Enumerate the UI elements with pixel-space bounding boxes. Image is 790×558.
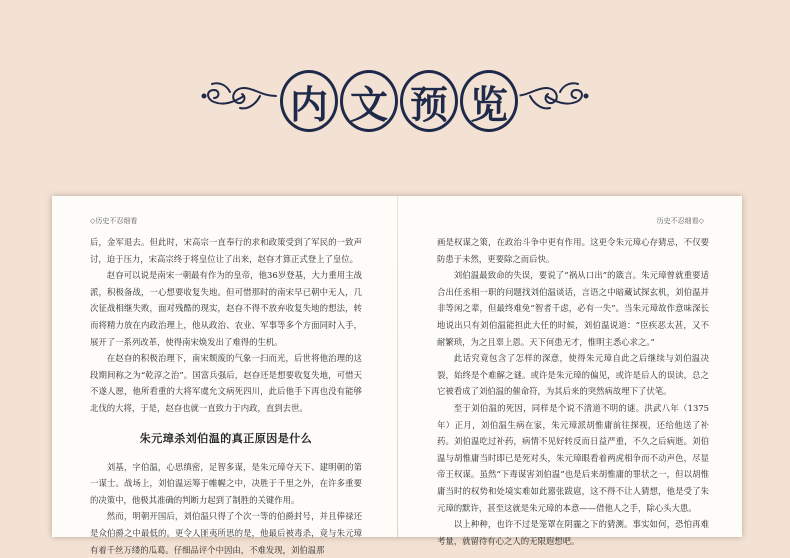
title-char: 文 (340, 70, 398, 132)
right-page-text (437, 234, 709, 549)
title-char: 览 (460, 70, 518, 132)
right-scroll-ornament (512, 78, 590, 114)
paragraph: 刘基，字伯温，心思缜密，足智多谋，是朱元璋夺天下、建明朝的第一谋士。战场上，刘伯温运筹于帷幄之中，决胜于千里之外，在许多重要的决策中，他极其准确的判断力起到了制胜的关键作用。 (90, 461, 362, 505)
title-char: 预 (400, 70, 458, 132)
paragraph: 以上种种，也许不过是笼罩在阴霾之下的猜测。事实如何，恐怕再难考量，就留待有心之人的无限遐想吧。 (437, 519, 709, 546)
left-scroll-ornament (200, 78, 278, 114)
section-heading: 朱元璋杀刘伯温的真正原因是什么 (139, 431, 313, 445)
book-spine (397, 196, 398, 537)
paragraph: 画是权谋之策，在政治斗争中更有作用。这更令朱元璋心存猜忌，不仅要防患于未然，更要除之而后快。 (437, 237, 709, 264)
preview-title (280, 70, 520, 136)
paragraph: 赵昚可以说是南宋一朝最有作为的皇帝，他36岁登基，大力重用主战派，积极备战，一心想要收复失地。但可惜那时的南宋早已朝中无人，几次征战相继失败，面对残酷的现实，赵昚不得不放弃收复失地的想法，转而将精力放在内政治理上，他从政治、农业、军事等多个方面同时入手，展开了一系列改革，使得南宋焕发出了难得的生机。 (90, 270, 362, 347)
left-running-header: ◇历史不忍细看 (90, 217, 138, 225)
open-book-spread (52, 196, 742, 555)
left-page-text (90, 234, 362, 558)
paragraph: 刘伯温最致命的失误，要说了“祸从口出”的箴言。朱元璋曾就重要适合出任丞相一职的问题找刘伯温谈话，言语之中暗藏试探玄机，刘伯温并非等闲之辈，但最终难免“智者千虑，必有一失”。当朱元璋故作意味深长地说出只有刘伯温能担此大任的时候，刘伯温说道：“臣疾恶太甚，又不耐繁琐，为之且辜上恩。天下何患无才，惟明主悉心求之。” (437, 270, 709, 347)
right-running-header: 历史不忍细看◇ (656, 217, 704, 225)
preview-banner (0, 0, 790, 190)
paragraph: 然而，明朝开国后，刘伯温只得了个次一等的伯爵封号，并且俸禄还是众伯爵之中最低的。更令人匪夷所思的是，他最后被毒杀，竟与朱元璋有着千丝万缕的瓜葛。仔细品评个中因由，不难发现，刘伯温那 (90, 511, 362, 555)
paragraph: 至于刘伯温的死因，同样是个说不清道不明的谜。洪武八年（1375年）正月，刘伯温生病在家，朱元璋派胡惟庸前往探视，还给他送了补药。刘伯温吃过补药，病情不见好转反而日益严重，不久之后病逝。刘伯温与胡惟庸当时即已是死对头，朱元璋眼看着两虎相争而不动声色，尽显帝王权谋。虽然“下毒谋害刘伯温”也是后来胡惟庸的罪状之一，但以胡惟庸当时的权势和处境实难如此嚣张跋扈，这不得不让人猜想，他是受了朱元璋的默许，甚至这就是朱元璋的本意——借他人之手，除心头大患。 (437, 402, 709, 513)
paragraph: 后，金军退去。但此时，宋高宗一直奉行的求和政策受到了军民的一致声讨，迫于压力，宋高宗终于将皇位让了出来，赵昚才算正式登上了皇位。 (90, 237, 362, 264)
paragraph: 此话究竟包含了怎样的深意，使得朱元璋自此之后继续与刘伯温决裂，始终是个难解之谜。或许是朱元璋的偏见，或许是后人的误读，总之它被看成了刘伯温的催命符，为其后来的突然病故埋下了伏笔。 (437, 353, 709, 397)
title-char: 内 (280, 70, 338, 132)
paragraph: 在赵昚的积极治理下，南宋颓废的气象一扫而光，后世将他治理的这段期间称之为“乾淳之治”。国富兵强后，赵昚还是想要收复失地，可惜天不遂人愿，他所看重的大将军虞允文病死四川，此后他手下再也没有能够北伐的大将，于是，赵昚也就一直致力于内政，直到去世。 (90, 353, 362, 413)
